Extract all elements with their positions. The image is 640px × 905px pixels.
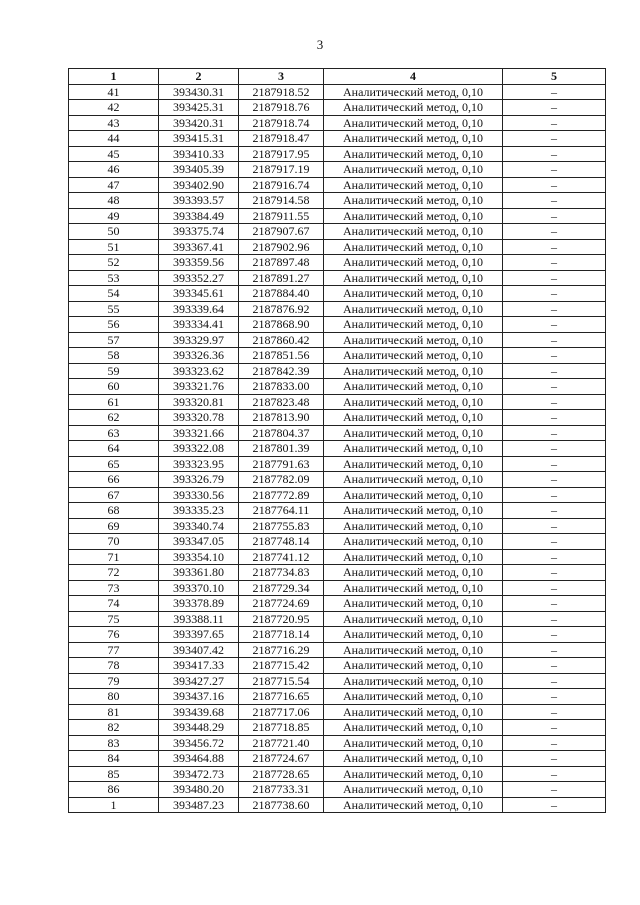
note-cell: –	[503, 286, 606, 302]
table-row	[69, 782, 606, 798]
point-number-cell: 63	[69, 425, 159, 441]
table-row	[69, 751, 606, 767]
point-number-cell: 44	[69, 131, 159, 147]
method-cell: Аналитический метод, 0,10	[324, 487, 503, 503]
x-coordinate-cell: 393321.66	[159, 425, 239, 441]
point-number-cell: 65	[69, 456, 159, 472]
y-coordinate-cell: 2187772.89	[239, 487, 324, 503]
table-row	[69, 518, 606, 534]
point-number-cell: 79	[69, 673, 159, 689]
y-coordinate-cell: 2187813.90	[239, 410, 324, 426]
y-coordinate-cell: 2187734.83	[239, 565, 324, 581]
table-row	[69, 456, 606, 472]
note-cell: –	[503, 441, 606, 457]
x-coordinate-cell: 393415.31	[159, 131, 239, 147]
method-cell: Аналитический метод, 0,10	[324, 115, 503, 131]
y-coordinate-cell: 2187748.14	[239, 534, 324, 550]
x-coordinate-cell: 393397.65	[159, 627, 239, 643]
note-cell: –	[503, 658, 606, 674]
y-coordinate-cell: 2187851.56	[239, 348, 324, 364]
point-number-cell: 73	[69, 580, 159, 596]
method-cell: Аналитический метод, 0,10	[324, 782, 503, 798]
x-coordinate-cell: 393407.42	[159, 642, 239, 658]
x-coordinate-cell: 393322.08	[159, 441, 239, 457]
y-coordinate-cell: 2187842.39	[239, 363, 324, 379]
table-row	[69, 580, 606, 596]
page-number: 3	[316, 37, 324, 52]
note-cell: –	[503, 177, 606, 193]
x-coordinate-cell: 393384.49	[159, 208, 239, 224]
x-coordinate-cell: 393334.41	[159, 317, 239, 333]
method-cell: Аналитический метод, 0,10	[324, 146, 503, 162]
table-row	[69, 596, 606, 612]
note-cell: –	[503, 735, 606, 751]
y-coordinate-cell: 2187868.90	[239, 317, 324, 333]
point-number-cell: 41	[69, 84, 159, 100]
point-number-cell: 1	[69, 797, 159, 813]
x-coordinate-cell: 393430.31	[159, 84, 239, 100]
x-coordinate-cell: 393330.56	[159, 487, 239, 503]
method-cell: Аналитический метод, 0,10	[324, 255, 503, 271]
table-row	[69, 208, 606, 224]
x-coordinate-cell: 393354.10	[159, 549, 239, 565]
point-number-cell: 45	[69, 146, 159, 162]
table-row	[69, 627, 606, 643]
y-coordinate-cell: 2187918.76	[239, 100, 324, 116]
method-cell: Аналитический метод, 0,10	[324, 208, 503, 224]
y-coordinate-cell: 2187917.19	[239, 162, 324, 178]
point-number-cell: 84	[69, 751, 159, 767]
y-coordinate-cell: 2187791.63	[239, 456, 324, 472]
method-cell: Аналитический метод, 0,10	[324, 239, 503, 255]
point-number-cell: 51	[69, 239, 159, 255]
table-row	[69, 239, 606, 255]
note-cell: –	[503, 84, 606, 100]
note-cell: –	[503, 549, 606, 565]
method-cell: Аналитический метод, 0,10	[324, 735, 503, 751]
point-number-cell: 86	[69, 782, 159, 798]
note-cell: –	[503, 394, 606, 410]
method-cell: Аналитический метод, 0,10	[324, 720, 503, 736]
note-cell: –	[503, 704, 606, 720]
note-cell: –	[503, 301, 606, 317]
x-coordinate-cell: 393437.16	[159, 689, 239, 705]
table-row	[69, 394, 606, 410]
method-cell: Аналитический метод, 0,10	[324, 131, 503, 147]
method-cell: Аналитический метод, 0,10	[324, 410, 503, 426]
table-row	[69, 348, 606, 364]
point-number-cell: 54	[69, 286, 159, 302]
table-row	[69, 658, 606, 674]
method-cell: Аналитический метод, 0,10	[324, 224, 503, 240]
method-cell: Аналитический метод, 0,10	[324, 518, 503, 534]
point-number-cell: 77	[69, 642, 159, 658]
y-coordinate-cell: 2187720.95	[239, 611, 324, 627]
note-cell: –	[503, 255, 606, 271]
table-row	[69, 286, 606, 302]
point-number-cell: 42	[69, 100, 159, 116]
note-cell: –	[503, 751, 606, 767]
table-row	[69, 177, 606, 193]
y-coordinate-cell: 2187724.67	[239, 751, 324, 767]
x-coordinate-cell: 393378.89	[159, 596, 239, 612]
table-row	[69, 565, 606, 581]
table-row	[69, 255, 606, 271]
header-cell-5: 5	[503, 69, 606, 85]
note-cell: –	[503, 472, 606, 488]
note-cell: –	[503, 627, 606, 643]
table-row	[69, 301, 606, 317]
method-cell: Аналитический метод, 0,10	[324, 348, 503, 364]
note-cell: –	[503, 720, 606, 736]
y-coordinate-cell: 2187738.60	[239, 797, 324, 813]
x-coordinate-cell: 393347.05	[159, 534, 239, 550]
point-number-cell: 80	[69, 689, 159, 705]
y-coordinate-cell: 2187721.40	[239, 735, 324, 751]
method-cell: Аналитический метод, 0,10	[324, 177, 503, 193]
y-coordinate-cell: 2187891.27	[239, 270, 324, 286]
method-cell: Аналитический метод, 0,10	[324, 394, 503, 410]
x-coordinate-cell: 393345.61	[159, 286, 239, 302]
x-coordinate-cell: 393439.68	[159, 704, 239, 720]
note-cell: –	[503, 565, 606, 581]
point-number-cell: 74	[69, 596, 159, 612]
y-coordinate-cell: 2187764.11	[239, 503, 324, 519]
note-cell: –	[503, 100, 606, 116]
note-cell: –	[503, 239, 606, 255]
y-coordinate-cell: 2187876.92	[239, 301, 324, 317]
header-row	[69, 69, 606, 85]
y-coordinate-cell: 2187716.29	[239, 642, 324, 658]
point-number-cell: 68	[69, 503, 159, 519]
y-coordinate-cell: 2187902.96	[239, 239, 324, 255]
point-number-cell: 71	[69, 549, 159, 565]
point-number-cell: 62	[69, 410, 159, 426]
point-number-cell: 82	[69, 720, 159, 736]
note-cell: –	[503, 673, 606, 689]
method-cell: Аналитический метод, 0,10	[324, 472, 503, 488]
point-number-cell: 61	[69, 394, 159, 410]
point-number-cell: 57	[69, 332, 159, 348]
method-cell: Аналитический метод, 0,10	[324, 503, 503, 519]
y-coordinate-cell: 2187724.69	[239, 596, 324, 612]
y-coordinate-cell: 2187733.31	[239, 782, 324, 798]
table-row	[69, 720, 606, 736]
x-coordinate-cell: 393326.79	[159, 472, 239, 488]
method-cell: Аналитический метод, 0,10	[324, 363, 503, 379]
point-number-cell: 49	[69, 208, 159, 224]
method-cell: Аналитический метод, 0,10	[324, 270, 503, 286]
y-coordinate-cell: 2187755.83	[239, 518, 324, 534]
x-coordinate-cell: 393323.95	[159, 456, 239, 472]
point-number-cell: 43	[69, 115, 159, 131]
note-cell: –	[503, 410, 606, 426]
x-coordinate-cell: 393329.97	[159, 332, 239, 348]
y-coordinate-cell: 2187918.47	[239, 131, 324, 147]
x-coordinate-cell: 393456.72	[159, 735, 239, 751]
note-cell: –	[503, 363, 606, 379]
method-cell: Аналитический метод, 0,10	[324, 286, 503, 302]
table-row	[69, 797, 606, 813]
x-coordinate-cell: 393388.11	[159, 611, 239, 627]
method-cell: Аналитический метод, 0,10	[324, 441, 503, 457]
x-coordinate-cell: 393339.64	[159, 301, 239, 317]
y-coordinate-cell: 2187884.40	[239, 286, 324, 302]
y-coordinate-cell: 2187715.54	[239, 673, 324, 689]
point-number-cell: 69	[69, 518, 159, 534]
x-coordinate-cell: 393417.33	[159, 658, 239, 674]
x-coordinate-cell: 393320.78	[159, 410, 239, 426]
method-cell: Аналитический метод, 0,10	[324, 317, 503, 333]
note-cell: –	[503, 317, 606, 333]
method-cell: Аналитический метод, 0,10	[324, 611, 503, 627]
table-row	[69, 379, 606, 395]
table-row	[69, 487, 606, 503]
method-cell: Аналитический метод, 0,10	[324, 689, 503, 705]
note-cell: –	[503, 379, 606, 395]
y-coordinate-cell: 2187911.55	[239, 208, 324, 224]
y-coordinate-cell: 2187715.42	[239, 658, 324, 674]
x-coordinate-cell: 393425.31	[159, 100, 239, 116]
point-number-cell: 56	[69, 317, 159, 333]
header-cell-3: 3	[239, 69, 324, 85]
table-row	[69, 363, 606, 379]
point-number-cell: 47	[69, 177, 159, 193]
y-coordinate-cell: 2187914.58	[239, 193, 324, 209]
note-cell: –	[503, 518, 606, 534]
method-cell: Аналитический метод, 0,10	[324, 100, 503, 116]
method-cell: Аналитический метод, 0,10	[324, 627, 503, 643]
note-cell: –	[503, 487, 606, 503]
y-coordinate-cell: 2187823.48	[239, 394, 324, 410]
method-cell: Аналитический метод, 0,10	[324, 549, 503, 565]
table-row	[69, 503, 606, 519]
x-coordinate-cell: 393375.74	[159, 224, 239, 240]
note-cell: –	[503, 534, 606, 550]
table-row	[69, 549, 606, 565]
coordinates-table	[68, 68, 606, 813]
table-row	[69, 534, 606, 550]
x-coordinate-cell: 393487.23	[159, 797, 239, 813]
point-number-cell: 58	[69, 348, 159, 364]
table-header	[69, 69, 606, 85]
note-cell: –	[503, 797, 606, 813]
table-row	[69, 100, 606, 116]
point-number-cell: 46	[69, 162, 159, 178]
point-number-cell: 55	[69, 301, 159, 317]
point-number-cell: 72	[69, 565, 159, 581]
method-cell: Аналитический метод, 0,10	[324, 425, 503, 441]
x-coordinate-cell: 393480.20	[159, 782, 239, 798]
x-coordinate-cell: 393323.62	[159, 363, 239, 379]
note-cell: –	[503, 580, 606, 596]
header-cell-4: 4	[324, 69, 503, 85]
x-coordinate-cell: 393326.36	[159, 348, 239, 364]
x-coordinate-cell: 393359.56	[159, 255, 239, 271]
y-coordinate-cell: 2187801.39	[239, 441, 324, 457]
note-cell: –	[503, 456, 606, 472]
x-coordinate-cell: 393410.33	[159, 146, 239, 162]
y-coordinate-cell: 2187718.14	[239, 627, 324, 643]
method-cell: Аналитический метод, 0,10	[324, 673, 503, 689]
x-coordinate-cell: 393352.27	[159, 270, 239, 286]
note-cell: –	[503, 193, 606, 209]
x-coordinate-cell: 393320.81	[159, 394, 239, 410]
x-coordinate-cell: 393361.80	[159, 565, 239, 581]
method-cell: Аналитический метод, 0,10	[324, 565, 503, 581]
y-coordinate-cell: 2187897.48	[239, 255, 324, 271]
table-row	[69, 193, 606, 209]
x-coordinate-cell: 393393.57	[159, 193, 239, 209]
note-cell: –	[503, 611, 606, 627]
table-row	[69, 224, 606, 240]
method-cell: Аналитический метод, 0,10	[324, 332, 503, 348]
y-coordinate-cell: 2187917.95	[239, 146, 324, 162]
method-cell: Аналитический метод, 0,10	[324, 704, 503, 720]
point-number-cell: 53	[69, 270, 159, 286]
table-row	[69, 766, 606, 782]
method-cell: Аналитический метод, 0,10	[324, 658, 503, 674]
y-coordinate-cell: 2187729.34	[239, 580, 324, 596]
y-coordinate-cell: 2187728.65	[239, 766, 324, 782]
point-number-cell: 78	[69, 658, 159, 674]
table-row	[69, 162, 606, 178]
y-coordinate-cell: 2187718.85	[239, 720, 324, 736]
note-cell: –	[503, 689, 606, 705]
method-cell: Аналитический метод, 0,10	[324, 534, 503, 550]
table-row	[69, 84, 606, 100]
note-cell: –	[503, 766, 606, 782]
note-cell: –	[503, 642, 606, 658]
table-row	[69, 146, 606, 162]
method-cell: Аналитический метод, 0,10	[324, 456, 503, 472]
table-row	[69, 611, 606, 627]
table-row	[69, 735, 606, 751]
point-number-cell: 60	[69, 379, 159, 395]
note-cell: –	[503, 782, 606, 798]
y-coordinate-cell: 2187918.74	[239, 115, 324, 131]
x-coordinate-cell: 393464.88	[159, 751, 239, 767]
header-cell-2: 2	[159, 69, 239, 85]
method-cell: Аналитический метод, 0,10	[324, 751, 503, 767]
y-coordinate-cell: 2187833.00	[239, 379, 324, 395]
x-coordinate-cell: 393472.73	[159, 766, 239, 782]
note-cell: –	[503, 162, 606, 178]
point-number-cell: 59	[69, 363, 159, 379]
method-cell: Аналитический метод, 0,10	[324, 379, 503, 395]
point-number-cell: 75	[69, 611, 159, 627]
table-row	[69, 332, 606, 348]
y-coordinate-cell: 2187918.52	[239, 84, 324, 100]
table-row	[69, 689, 606, 705]
note-cell: –	[503, 146, 606, 162]
method-cell: Аналитический метод, 0,10	[324, 642, 503, 658]
point-number-cell: 83	[69, 735, 159, 751]
x-coordinate-cell: 393420.31	[159, 115, 239, 131]
y-coordinate-cell: 2187916.74	[239, 177, 324, 193]
method-cell: Аналитический метод, 0,10	[324, 797, 503, 813]
note-cell: –	[503, 425, 606, 441]
point-number-cell: 67	[69, 487, 159, 503]
x-coordinate-cell: 393370.10	[159, 580, 239, 596]
x-coordinate-cell: 393367.41	[159, 239, 239, 255]
method-cell: Аналитический метод, 0,10	[324, 162, 503, 178]
point-number-cell: 50	[69, 224, 159, 240]
point-number-cell: 85	[69, 766, 159, 782]
point-number-cell: 52	[69, 255, 159, 271]
point-number-cell: 76	[69, 627, 159, 643]
note-cell: –	[503, 503, 606, 519]
method-cell: Аналитический метод, 0,10	[324, 596, 503, 612]
method-cell: Аналитический метод, 0,10	[324, 580, 503, 596]
header-cell-1: 1	[69, 69, 159, 85]
x-coordinate-cell: 393402.90	[159, 177, 239, 193]
note-cell: –	[503, 270, 606, 286]
y-coordinate-cell: 2187907.67	[239, 224, 324, 240]
x-coordinate-cell: 393340.74	[159, 518, 239, 534]
method-cell: Аналитический метод, 0,10	[324, 766, 503, 782]
table-row	[69, 410, 606, 426]
note-cell: –	[503, 596, 606, 612]
y-coordinate-cell: 2187741.12	[239, 549, 324, 565]
method-cell: Аналитический метод, 0,10	[324, 193, 503, 209]
x-coordinate-cell: 393335.23	[159, 503, 239, 519]
table-row	[69, 472, 606, 488]
table-row	[69, 317, 606, 333]
table-row	[69, 673, 606, 689]
note-cell: –	[503, 224, 606, 240]
method-cell: Аналитический метод, 0,10	[324, 84, 503, 100]
table-row	[69, 131, 606, 147]
point-number-cell: 48	[69, 193, 159, 209]
table-row	[69, 115, 606, 131]
point-number-cell: 64	[69, 441, 159, 457]
note-cell: –	[503, 131, 606, 147]
y-coordinate-cell: 2187782.09	[239, 472, 324, 488]
y-coordinate-cell: 2187860.42	[239, 332, 324, 348]
point-number-cell: 66	[69, 472, 159, 488]
table-body	[69, 84, 606, 813]
method-cell: Аналитический метод, 0,10	[324, 301, 503, 317]
table-row	[69, 441, 606, 457]
y-coordinate-cell: 2187716.65	[239, 689, 324, 705]
note-cell: –	[503, 115, 606, 131]
x-coordinate-cell: 393405.39	[159, 162, 239, 178]
table-row	[69, 642, 606, 658]
point-number-cell: 70	[69, 534, 159, 550]
x-coordinate-cell: 393321.76	[159, 379, 239, 395]
point-number-cell: 81	[69, 704, 159, 720]
y-coordinate-cell: 2187717.06	[239, 704, 324, 720]
table-row	[69, 425, 606, 441]
note-cell: –	[503, 332, 606, 348]
note-cell: –	[503, 348, 606, 364]
note-cell: –	[503, 208, 606, 224]
x-coordinate-cell: 393427.27	[159, 673, 239, 689]
table-row	[69, 270, 606, 286]
table-row	[69, 704, 606, 720]
x-coordinate-cell: 393448.29	[159, 720, 239, 736]
y-coordinate-cell: 2187804.37	[239, 425, 324, 441]
